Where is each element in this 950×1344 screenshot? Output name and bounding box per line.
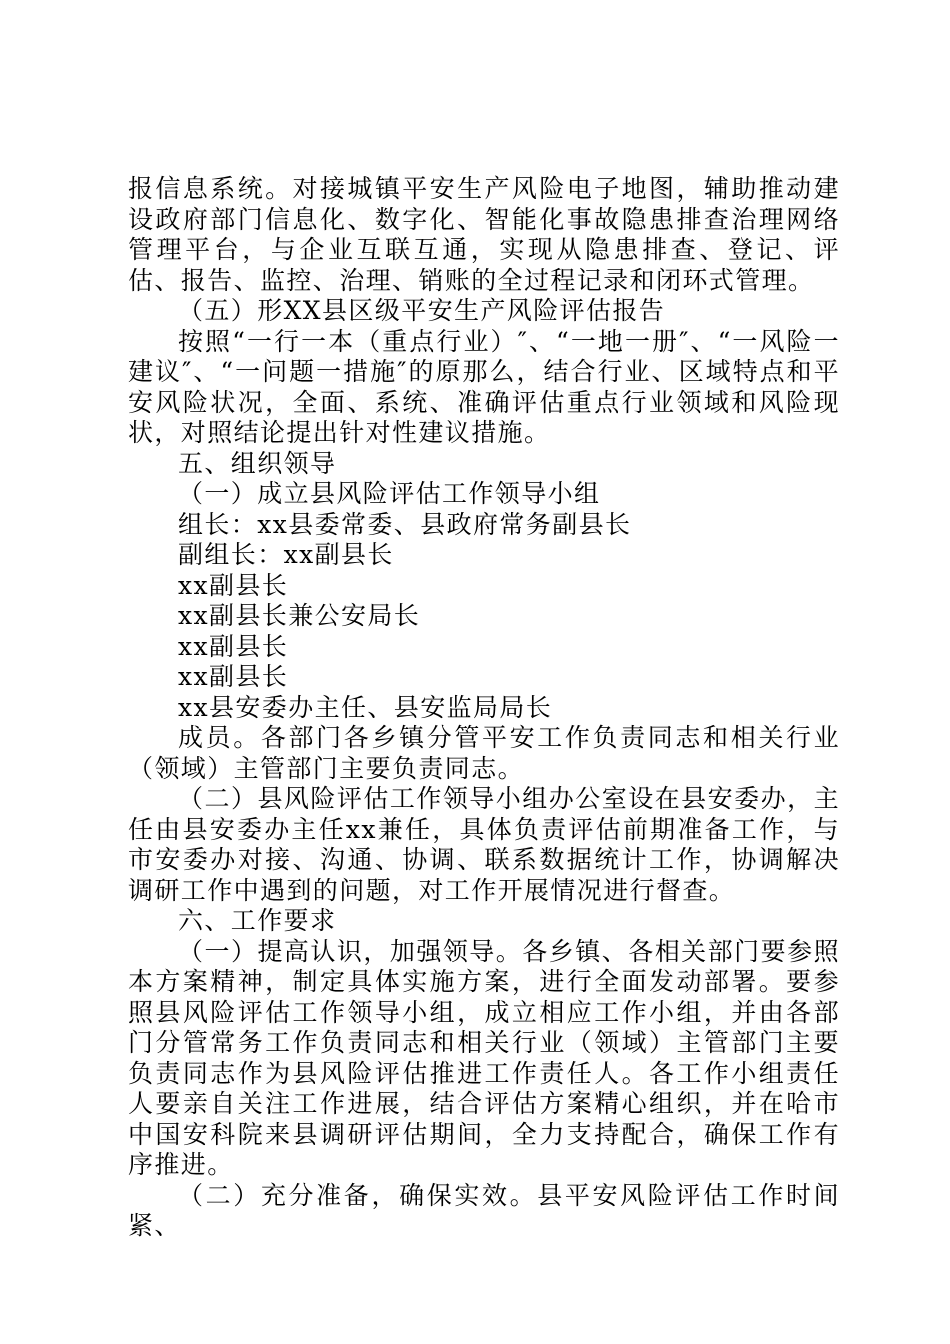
document-body: [128, 174, 840, 1242]
list-item-deputy-3: xx副县长: [178, 631, 289, 661]
list-item-deputy-1: xx副县长: [178, 570, 289, 600]
paragraph-preparation: （二）充分准备，确保实效。县平安风险评估工作时间紧、: [128, 1180, 840, 1240]
list-item-office-director: xx县安委办主任、县安监局局长: [178, 692, 553, 722]
list-item-deputy-leader: 副组长：xx副县长: [178, 540, 394, 569]
section-heading-report: （五）形XX县区级平安生产风险评估报告: [178, 296, 666, 325]
list-item-group-leader: 组长：xx县委常委、县政府常务副县长: [178, 509, 632, 539]
paragraph-members: 成员。各部门各乡镇分管平安工作负责同志和相关行业（领域）主管部门主要负责同志。: [128, 723, 840, 783]
list-item-deputy-2: xx副县长兼公安局长: [178, 601, 421, 630]
paragraph-office: （二）县风险评估工作领导小组办公室设在县安委办，主任由县安委办主任xx兼任，具体负责评估前期准备工作，与市安委办对接、沟通、协调、联系数据统计工作，协调解决调研工作中遇到的问题，对工作开展情况进行督查。: [128, 784, 840, 905]
paragraph-awareness: （一）提高认识，加强领导。各乡镇、各相关部门要参照本方案精神，制定具体实施方案，进行全面发动部署。要参照县风险评估工作领导小组，成立相应工作小组，并由各部门分管常务工作负责同志和相关行业（领域）主管部门主要负责同志作为县风险评估推进工作责任人。各工作小组责任人要亲自关注工作进展，结合评估方案精心组织，并在哈市中国安科院来县调研评估期间，全力支持配合，确保工作有序推进。: [128, 936, 840, 1179]
section-heading-requirements: 六、工作要求: [178, 906, 337, 935]
paragraph-continuation: 报信息系统。对接城镇平安生产风险电子地图，辅助推动建设政府部门信息化、数字化、智能化事故隐患排查治理网络管理平台，与企业互联互通，实现从隐患排查、登记、评估、报告、监控、治理、销账的全过程记录和闭环式管理。: [128, 174, 840, 295]
paragraph-principles: 按照“一行一本（重点行业）″、“一地一册″、“一风险一建议″、“一问题一措施″的原那么，结合行业、区域特点和平安风险状况，全面、系统、准确评估重点行业领域和风险现状，对照结论提出针对性建议措施。: [128, 326, 840, 447]
section-heading-organization: 五、组织领导: [178, 448, 337, 478]
subheading-leading-group: （一）成立县风险评估工作领导小组: [178, 479, 601, 508]
list-item-deputy-4: xx副县长: [178, 662, 289, 691]
